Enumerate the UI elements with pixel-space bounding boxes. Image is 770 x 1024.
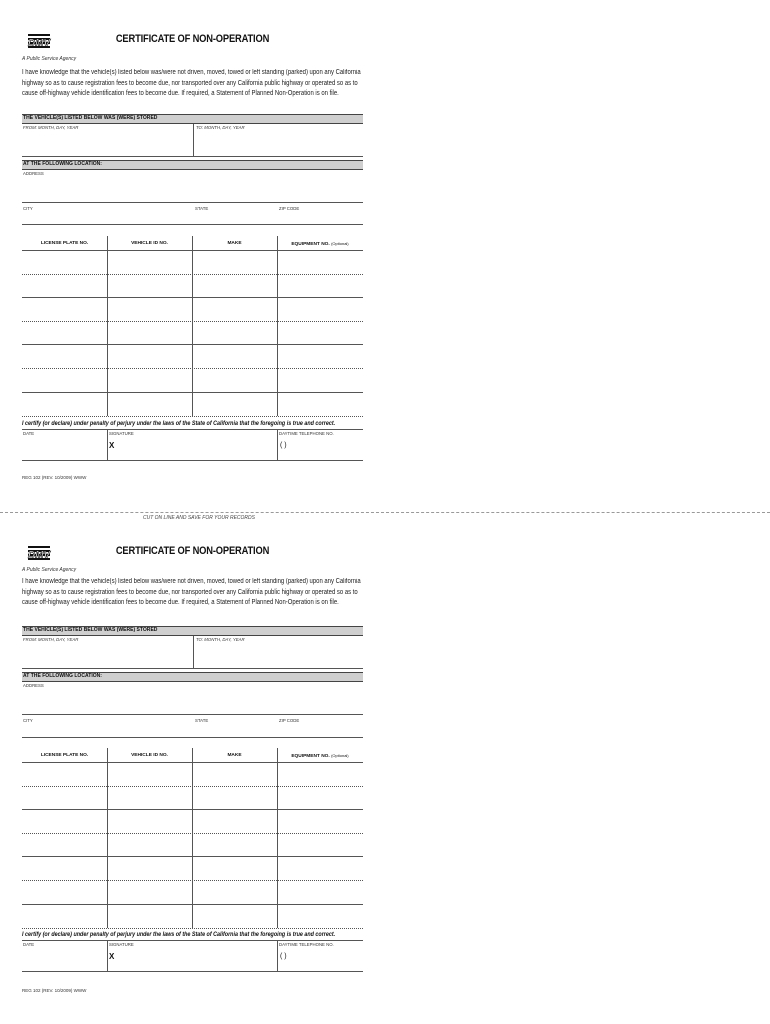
phone-area-code: ( )	[280, 953, 287, 960]
table-row[interactable]	[22, 809, 363, 810]
table-row[interactable]	[22, 833, 363, 834]
certificate-form-bottom	[22, 540, 363, 1010]
to-date-field[interactable]	[193, 668, 363, 669]
phone-field[interactable]	[277, 971, 363, 972]
table-row[interactable]	[22, 856, 363, 857]
column-equipment: EQUIPMENT NO. (Optional)	[291, 753, 349, 759]
column-license-plate: LICENSE PLATE NO.	[40, 753, 89, 758]
signature-label: SIGNATURE	[109, 431, 134, 436]
location-header-bar	[22, 672, 363, 682]
phone-area-code: ( )	[280, 442, 287, 449]
cut-instruction: CUT ON LINE AND SAVE FOR YOUR RECORDS	[143, 515, 255, 521]
zip-label: ZIP CODE	[279, 718, 300, 723]
certificate-form-top	[22, 28, 363, 488]
certify-statement: I certify (or declare) under penalty of perjury under the laws of the State of California that the foregoing is true and correct.	[22, 931, 336, 938]
to-date-label: TO: MONTH, DAY, YEAR	[196, 637, 245, 642]
city-label: CITY	[23, 206, 33, 211]
location-header-bar	[22, 160, 363, 170]
to-date-field[interactable]	[193, 156, 363, 157]
logo-text: DMV	[27, 550, 51, 561]
table-row[interactable]	[22, 321, 363, 322]
from-date-label: FROM: MONTH, DAY, YEAR	[23, 125, 79, 130]
state-label: STATE	[195, 206, 209, 211]
column-vehicle-id: VEHICLE ID NO.	[131, 753, 168, 758]
to-date-label: TO: MONTH, DAY, YEAR	[196, 125, 245, 130]
agency-tagline: A Public Service Agency	[22, 56, 77, 62]
phone-label: DAYTIME TELEPHONE NO.	[279, 431, 334, 436]
city-label: CITY	[23, 718, 33, 723]
table-row[interactable]	[22, 904, 363, 905]
table-row[interactable]	[22, 786, 363, 787]
date-field[interactable]	[22, 971, 107, 972]
signature-mark: X	[109, 441, 115, 450]
form-number: REG 102 (REV. 10/2009) WWW	[22, 988, 87, 993]
phone-field[interactable]	[277, 460, 363, 461]
form-title: CERTIFICATE OF NON-OPERATION	[115, 33, 270, 45]
city-state-zip-field[interactable]	[22, 224, 363, 225]
stored-header: THE VEHICLE(S) LISTED BELOW WAS (WERE) STORED	[23, 115, 158, 121]
signature-mark: X	[109, 952, 115, 961]
date-label: DATE	[23, 431, 35, 436]
statement-paragraph: I have knowledge that the vehicle(s) listed below was/were not driven, moved, towed or left standing (parked) upon any California highway so as to cause registration fees to become due, nor transported over any California public highway or operated so as to cause off-highway vehicle identification fees to become due. If required, a Statement of Planned Non-Operation is on file.	[22, 578, 361, 606]
table-row[interactable]	[22, 880, 363, 881]
from-date-label: FROM: MONTH, DAY, YEAR	[23, 637, 79, 642]
address-label: ADDRESS	[23, 171, 44, 176]
agency-tagline: A Public Service Agency	[22, 567, 77, 573]
from-date-field[interactable]	[22, 668, 193, 669]
column-make: MAKE	[227, 753, 242, 758]
address-label: ADDRESS	[23, 683, 44, 688]
signature-field[interactable]	[107, 460, 277, 461]
table-row[interactable]	[22, 274, 363, 275]
zip-label: ZIP CODE	[279, 206, 300, 211]
form-title: CERTIFICATE OF NON-OPERATION	[115, 545, 270, 557]
location-header: AT THE FOLLOWING LOCATION:	[23, 161, 102, 167]
logo-text: DMV	[27, 38, 51, 49]
table-row[interactable]	[22, 368, 363, 369]
stored-header-bar	[22, 626, 363, 636]
location-header: AT THE FOLLOWING LOCATION:	[23, 673, 102, 679]
cut-line	[0, 512, 770, 513]
optional-note: (Optional)	[331, 241, 349, 246]
state-label: STATE	[195, 718, 209, 723]
phone-label: DAYTIME TELEPHONE NO.	[279, 942, 334, 947]
stored-header-bar	[22, 114, 363, 124]
stored-header: THE VEHICLE(S) LISTED BELOW WAS (WERE) STORED	[23, 627, 158, 633]
column-license-plate: LICENSE PLATE NO.	[40, 241, 89, 246]
from-date-field[interactable]	[22, 156, 193, 157]
signature-field[interactable]	[107, 971, 277, 972]
table-row[interactable]	[22, 928, 363, 929]
table-row[interactable]	[22, 392, 363, 393]
optional-note: (Optional)	[331, 753, 349, 758]
signature-label: SIGNATURE	[109, 942, 134, 947]
date-field[interactable]	[22, 460, 107, 461]
address-field[interactable]	[22, 202, 363, 203]
table-row[interactable]	[22, 416, 363, 417]
certify-statement: I certify (or declare) under penalty of perjury under the laws of the State of California that the foregoing is true and correct.	[22, 420, 336, 427]
statement-paragraph: I have knowledge that the vehicle(s) listed below was/were not driven, moved, towed or left standing (parked) upon any California highway so as to cause registration fees to become due, nor transported over any California public highway or operated so as to cause off-highway vehicle identification fees to become due. If required, a Statement of Planned Non-Operation is on file.	[22, 69, 361, 97]
table-row[interactable]	[22, 344, 363, 345]
column-make: MAKE	[227, 241, 242, 246]
column-vehicle-id: VEHICLE ID NO.	[131, 241, 168, 246]
table-row[interactable]	[22, 297, 363, 298]
column-equipment: EQUIPMENT NO. (Optional)	[291, 241, 349, 247]
city-state-zip-field[interactable]	[22, 737, 363, 738]
date-label: DATE	[23, 942, 35, 947]
address-field[interactable]	[22, 714, 363, 715]
form-number: REG 102 (REV. 10/2009) WWW	[22, 475, 87, 480]
